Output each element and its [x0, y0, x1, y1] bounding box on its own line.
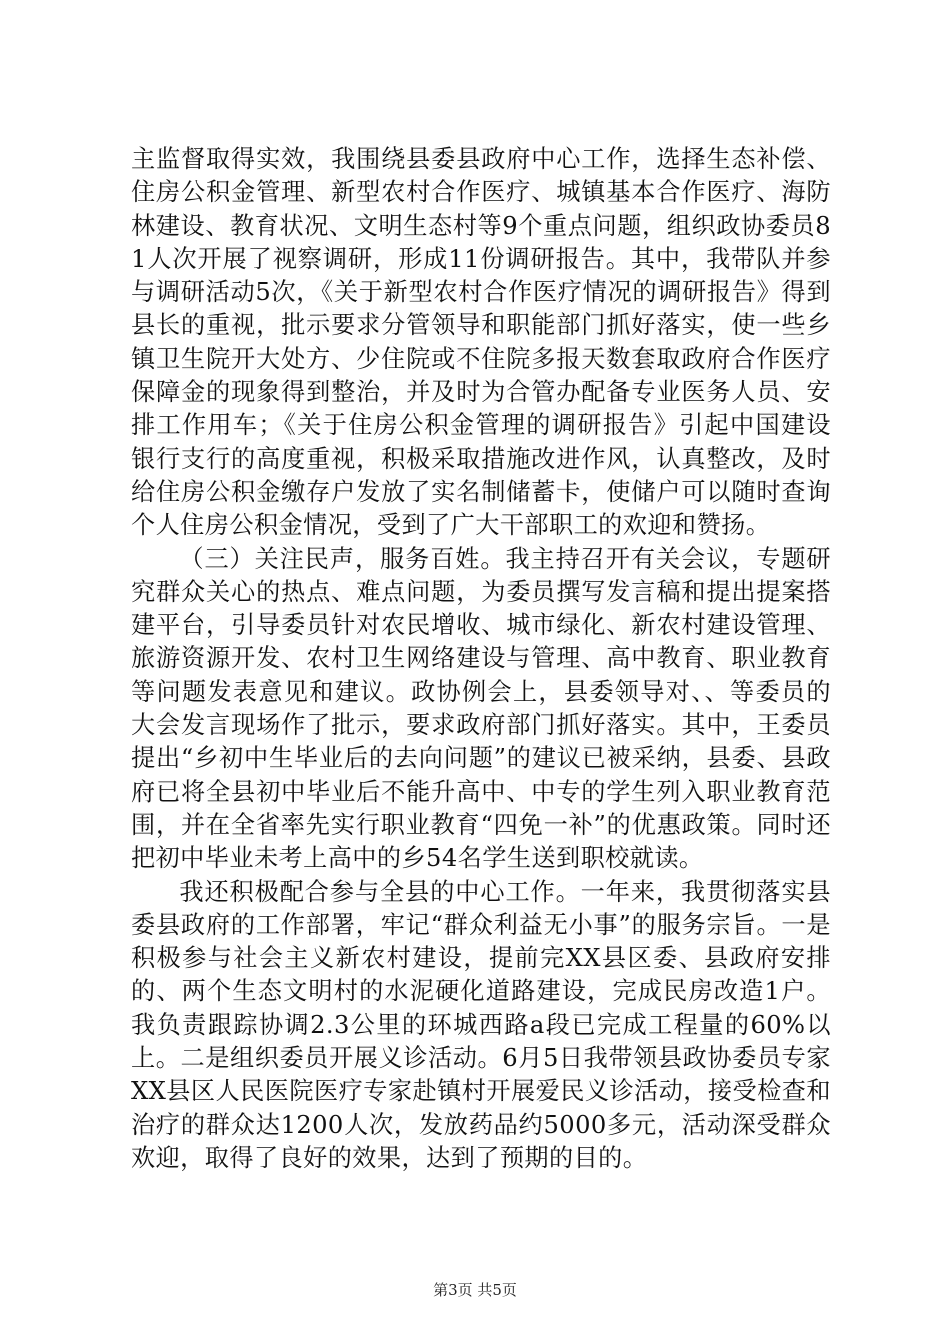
page-footer: 第3页 共5页	[433, 1281, 517, 1299]
paragraph-2: （三）关注民声，服务百姓。我主持召开有关会议，专题研究群众关心的热点、难点问题，为委员撰写发言稿和提出提案搭建平台，引导委员针对农民增收、城市绿化、新农村建设管理、旅游资源开发、农村卫生网络建设与管理、高中教育、职业教育等问题发表意见和建议。政协例会上，县委领导对、、等委员的大会发言现场作了批示，要求政府部门抓好落实。其中，王委员提出“乡初中生毕业后的去向问题”的建议已被采纳，县委、县政府已将全县初中毕业后不能升高中、中专的学生列入职业教育范围，并在全省率先实行职业教育“四免一补”的优惠政策。同时还把初中毕业未考上高中的乡54名学生送到职校就读。	[131, 544, 831, 873]
paragraph-3: 我还积极配合参与全县的中心工作。一年来，我贯彻落实县委县政府的工作部署，牢记“群众利益无小事”的服务宗旨。一是积极参与社会主义新农村建设，提前完XX县区委、县政府安排的、两个生态文明村的水泥硬化道路建设，完成民房改造1户。我负责跟踪协调2.3公里的环城西路a段已完成工程量的60%以上。二是组织委员开展义诊活动。6月5日我带领县政协委员专家XX县区人民医院医疗专家赴镇村开展爱民义诊活动，接受检查和治疗的群众达1200人次，发放药品约5000多元，活动深受群众欢迎，取得了良好的效果，达到了预期的目的。	[131, 877, 831, 1172]
document-body	[131, 143, 831, 1175]
paragraph-1: 主监督取得实效，我围绕县委县政府中心工作，选择生态补偿、住房公积金管理、新型农村合作医疗、城镇基本合作医疗、海防林建设、教育状况、文明生态村等9个重点问题，组织政协委员81人次开展了视察调研，形成11份调研报告。其中，我带队并参与调研活动5次，《关于新型农村合作医疗情况的调研报告》得到县长的重视，批示要求分管领导和职能部门抓好落实，使一些乡镇卫生院开大处方、少住院或不住院多报天数套取政府合作医疗保障金的现象得到整治，并及时为合管办配备专业医务人员、安排工作用车；《关于住房公积金管理的调研报告》引起中国建设银行支行的高度重视，积极采取措施改进作风，认真整改，及时给住房公积金缴存户发放了实名制储蓄卡，使储户可以随时查询个人住房公积金情况，受到了广大干部职工的欢迎和赞扬。	[131, 145, 831, 540]
